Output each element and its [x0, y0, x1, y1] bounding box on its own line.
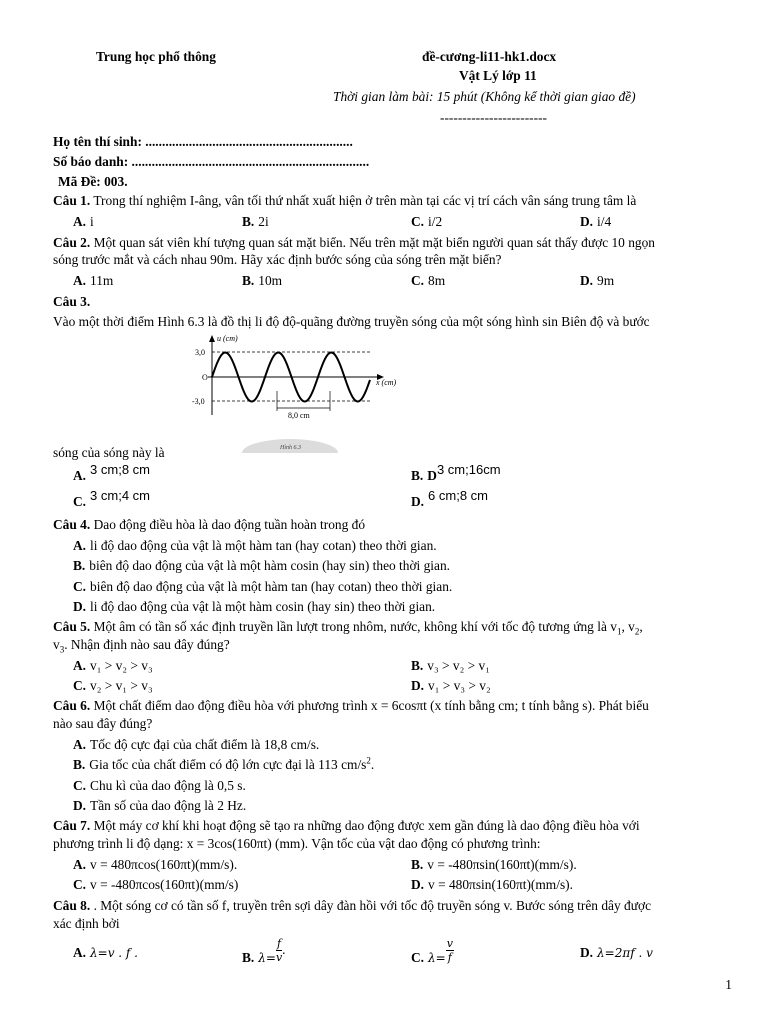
y-axis-label: u (cm) [217, 334, 238, 343]
question-3-text: Vào một thời điểm Hình 6.3 là đồ thị li độ độ-quãng đường truyền sóng của một sóng hình sin Biên độ và bước [53, 314, 650, 329]
question-6 [53, 698, 733, 714]
option-a: A. 11m [73, 273, 114, 288]
option-c: C. λ= $\frac{v}{f}$ [411, 937, 453, 965]
question-8 [53, 898, 733, 914]
exam-time: Thời gian làm bài: 15 phút (Không kể thời gian giao đề) [333, 89, 636, 104]
question-text: . Một sóng cơ có tần số f, truyền trên sợi dây đàn hồi với tốc độ truyền sóng v. Bước sóng trên dây được [93, 898, 652, 913]
option-d: D. 9m [580, 273, 615, 288]
wave-figure [190, 333, 410, 453]
option-d: D. i/4 [580, 214, 612, 229]
student-name-line: Họ tên thí sinh: .............................................................. [53, 134, 353, 149]
student-id-line: Số báo danh: ....................................................................... [53, 154, 370, 169]
question-4 [53, 517, 733, 533]
exam-code: Mã Đề: 003. [58, 174, 128, 189]
span-label: 8,0 cm [288, 411, 310, 420]
question-text: Trong thí nghiệm I-âng, vân tối thứ nhất xuất hiện ở trên màn tại các vị trí cách vân sáng trung tâm là [93, 193, 637, 208]
option-c: C. v = -480πcos(160πt)(mm/s) [73, 877, 239, 892]
option-d: D. v = 480πsin(160πt)(mm/s). [411, 877, 573, 892]
question-6-cont: nào sau đây đúng? [53, 716, 153, 731]
school-name: Trung học phổ thông [96, 49, 216, 64]
option-a: A. v = 480πcos(160πt)(mm/s). [73, 857, 238, 872]
question-1 [53, 193, 733, 209]
file-name: đề-cương-li11-hk1.docx [422, 49, 557, 64]
option-b: B. v = -480πsin(160πt)(mm/s). [411, 857, 577, 872]
question-2-cont: sóng trước mắt và cách nhau 90m. Hãy xác định bước sóng của sóng trên mặt biển? [53, 252, 502, 267]
question-7 [53, 818, 733, 834]
option-c: C. i/2 [411, 214, 443, 229]
question-label: Câu 2. [53, 235, 91, 250]
figure-caption: Hình 6.3 [280, 445, 301, 451]
question-label: Câu 1. [53, 193, 91, 208]
option-a: A. λ=v . f . [73, 945, 138, 960]
question-label: Câu 6. [53, 698, 91, 713]
origin-label: O [202, 373, 208, 382]
y-bottom-tick: -3,0 [192, 397, 205, 406]
option-a: A. li độ dao động của vật là một hàm tan (hay cotan) theo thời gian. [73, 538, 437, 553]
question-5: Câu 5. Một âm có tần số xác định truyền lần lượt trong nhôm, nước, không khí với tốc độ tương ứng là $v_1$, $v_2$, [53, 619, 643, 637]
question-text: Một chất điểm dao động điều hòa với phương trình x = 6cosπt (x tính bằng cm; t tính bằng s). Phát biểu [93, 698, 649, 713]
option-c: C. Chu kì của dao động là 0,5 s. [73, 778, 246, 793]
page-number: 1 [725, 977, 732, 992]
option-b: B. 10m [242, 273, 283, 288]
option-b: B. biên độ dao động của vật là một hàm cosin (hay sin) theo thời gian. [73, 558, 451, 573]
question-text: Một máy cơ khí khi hoạt động sẽ tạo ra những dao động được xem gần đúng là dao động điều hòa với [93, 818, 640, 833]
question-label: Câu 8. [53, 898, 91, 913]
question-label: Câu 4. [53, 517, 91, 532]
option-a: A. 3 cm;8 cm [73, 462, 150, 483]
y-axis-arrow-icon [209, 335, 215, 342]
option-b: B. v₃ > v₂ > v₁ [411, 658, 490, 673]
option-a: A. Tốc độ cực đại của chất điểm là 18,8 cm/s. [73, 737, 320, 752]
option-c: C. v₂ > v₁ > v₃ [73, 678, 153, 693]
question-8-cont: xác định bởi [53, 916, 120, 931]
option-d: D. λ=2πf . v [580, 945, 653, 960]
question-7-cont: phương trình li độ dạng: x = 3cos(160πt) (mm). Vận tốc của vật dao động có phương trình: [53, 836, 541, 851]
question-text: Một âm có tần số xác định truyền lần lượt trong nhôm, nước, không khí với tốc độ tương ứng là v [93, 619, 617, 634]
question-label: Câu 5. [53, 619, 91, 634]
question-text: Dao động điều hòa là dao động tuần hoàn trong đó [93, 517, 366, 532]
option-d: D. 6 cm;8 cm [411, 488, 488, 509]
header-rule: ------------------------ [440, 110, 548, 125]
question-3-cont: sóng của sóng này là [53, 445, 165, 460]
x-axis-label: x (cm) [376, 378, 397, 387]
option-c: C. biên độ dao động của vật là một hàm tan (hay cotan) theo thời gian. [73, 579, 453, 594]
question-label: Câu 7. [53, 818, 91, 833]
option-d: D. li độ dao động của vật là một hàm cosin (hay sin) theo thời gian. [73, 599, 436, 614]
option-b: B. D3 cm;16cm [411, 462, 501, 483]
question-text: Một quan sát viên khí tượng quan sát mặt biển. Nếu trên mặt mặt biển người quan sát thấy được 10 ngọn [93, 235, 656, 250]
question-5-cont: $v_3$. Nhận định nào sau đây đúng? [53, 637, 230, 655]
option-a: A. v₁ > v₂ > v₃ [73, 658, 153, 673]
option-b: B. Gia tốc của chất điểm có độ lớn cực đại là 113 $cm/s^2$. [73, 755, 375, 772]
option-d: D. v₁ > v₃ > v₂ [411, 678, 491, 693]
question-3-label: Câu 3. [53, 294, 91, 309]
option-d: D. Tần số của dao động là 2 Hz. [73, 798, 247, 813]
y-top-tick: 3,0 [195, 348, 205, 357]
option-c: C. 8m [411, 273, 446, 288]
option-c: C. 3 cm;4 cm [73, 488, 150, 509]
option-b: B. 2i [242, 214, 269, 229]
question-2 [53, 235, 733, 251]
subject-title: Vật Lý lớp 11 [459, 68, 537, 83]
option-b: B. λ= $\frac{f}{v}$ . [242, 937, 286, 965]
option-a: A. i [73, 214, 94, 229]
